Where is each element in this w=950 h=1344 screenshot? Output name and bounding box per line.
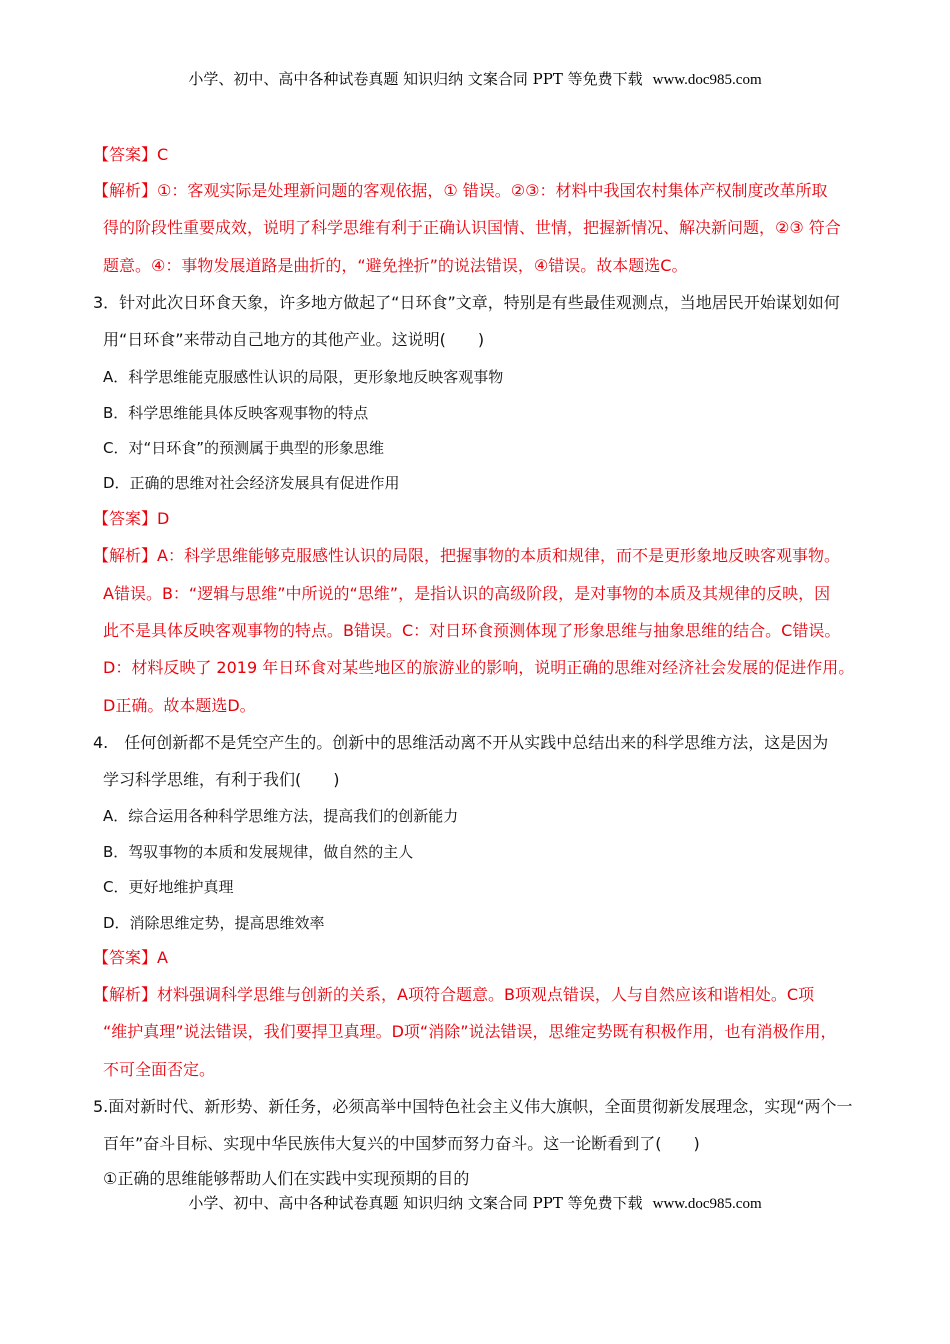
q2-analysis-line: 【解析】①：客观实际是处理新问题的客观依据，① 错误。②③：材料中我国农村集体产权制度改革所取 bbox=[93, 181, 828, 200]
q4-option-a: A．综合运用各种科学思维方法，提高我们的创新能力 bbox=[103, 807, 459, 825]
header-text: 小学、初中、高中各种试卷真题 知识归纳 文案合同 PPT 等免费下载 bbox=[188, 70, 643, 88]
q5-option-1: ①正确的思维能够帮助人们在实践中实现预期的目的 bbox=[103, 1169, 470, 1188]
q4-option-b: B．驾驭事物的本质和发展规律，做自然的主人 bbox=[103, 843, 414, 861]
q2-answer: 【答案】C bbox=[93, 145, 169, 164]
q3-analysis-line: D正确。故本题选D。 bbox=[103, 696, 256, 715]
q4-option-c: C．更好地维护真理 bbox=[103, 878, 234, 896]
q3-analysis-line: 【解析】A：科学思维能够克服感性认识的局限，把握事物的本质和规律，而不是更形象地反映客观事物。 bbox=[93, 546, 840, 565]
q3-analysis-line: 此不是具体反映客观事物的特点。B错误。C：对日环食预测体现了形象思维与抽象思维的结合。C错误。 bbox=[103, 621, 841, 640]
q3-option-c: C．对“日环食”的预测属于典型的形象思维 bbox=[103, 439, 385, 457]
q3-stem-line: 用“日环食”来带动自己地方的其他产业。这说明( ) bbox=[103, 330, 485, 349]
q5-stem-line: 百年”奋斗目标、实现中华民族伟大复兴的中国梦而努力奋斗。这一论断看到了( ) bbox=[103, 1134, 700, 1153]
q3-answer: 【答案】D bbox=[93, 509, 170, 528]
q2-analysis-line: 得的阶段性重要成效，说明了科学思维有利于正确认识国情、世情，把握新情况、解决新问题，②③ 符合 bbox=[103, 218, 841, 237]
q3-option-d: D．正确的思维对社会经济发展具有促进作用 bbox=[103, 474, 400, 492]
q4-answer: 【答案】A bbox=[93, 948, 168, 967]
q3-stem-line: 3．针对此次日环食天象，许多地方做起了“日环食”文章，特别是有些最佳观测点，当地居民开始谋划如何 bbox=[93, 293, 840, 312]
q3-analysis-line: D：材料反映了 2019 年日环食对某些地区的旅游业的影响，说明正确的思维对经济社会发展的促进作用。 bbox=[103, 658, 855, 677]
page-header bbox=[0, 68, 950, 89]
q4-analysis-line: 不可全面否定。 bbox=[103, 1060, 216, 1079]
footer-site[interactable]: www.doc985.com bbox=[652, 1196, 762, 1212]
q4-analysis-line: “维护真理”说法错误，我们要捍卫真理。D项“消除”说法错误，思维定势既有积极作用，也有消极作用， bbox=[103, 1022, 837, 1041]
q4-analysis-line: 【解析】材料强调科学思维与创新的关系，A项符合题意。B项观点错误，人与自然应该和谐相处。C项 bbox=[93, 985, 815, 1004]
q4-stem-line: 学习科学思维，有利于我们( ) bbox=[103, 770, 340, 789]
q4-option-d: D．消除思维定势，提高思维效率 bbox=[103, 914, 325, 932]
footer-text: 小学、初中、高中各种试卷真题 知识归纳 文案合同 PPT 等免费下载 bbox=[188, 1194, 643, 1212]
q2-analysis-line: 题意。④：事物发展道路是曲折的，“避免挫折”的说法错误，④错误。故本题选C。 bbox=[103, 256, 688, 275]
q3-option-a: A．科学思维能克服感性认识的局限，更形象地反映客观事物 bbox=[103, 368, 504, 386]
page-footer bbox=[0, 1192, 950, 1213]
q4-stem-line: 4. 任何创新都不是凭空产生的。创新中的思维活动离不开从实践中总结出来的科学思维方法，这是因为 bbox=[93, 733, 829, 752]
header-site[interactable]: www.doc985.com bbox=[652, 72, 762, 88]
q3-analysis-line: A错误。B：“逻辑与思维”中所说的“思维”，是指认识的高级阶段，是对事物的本质及其规律的反映，因 bbox=[103, 584, 831, 603]
q3-option-b: B．科学思维能具体反映客观事物的特点 bbox=[103, 404, 369, 422]
q5-stem-line: 5.面对新时代、新形势、新任务，必须高举中国特色社会主义伟大旗帜，全面贯彻新发展理念，实现“两个一 bbox=[93, 1097, 853, 1116]
